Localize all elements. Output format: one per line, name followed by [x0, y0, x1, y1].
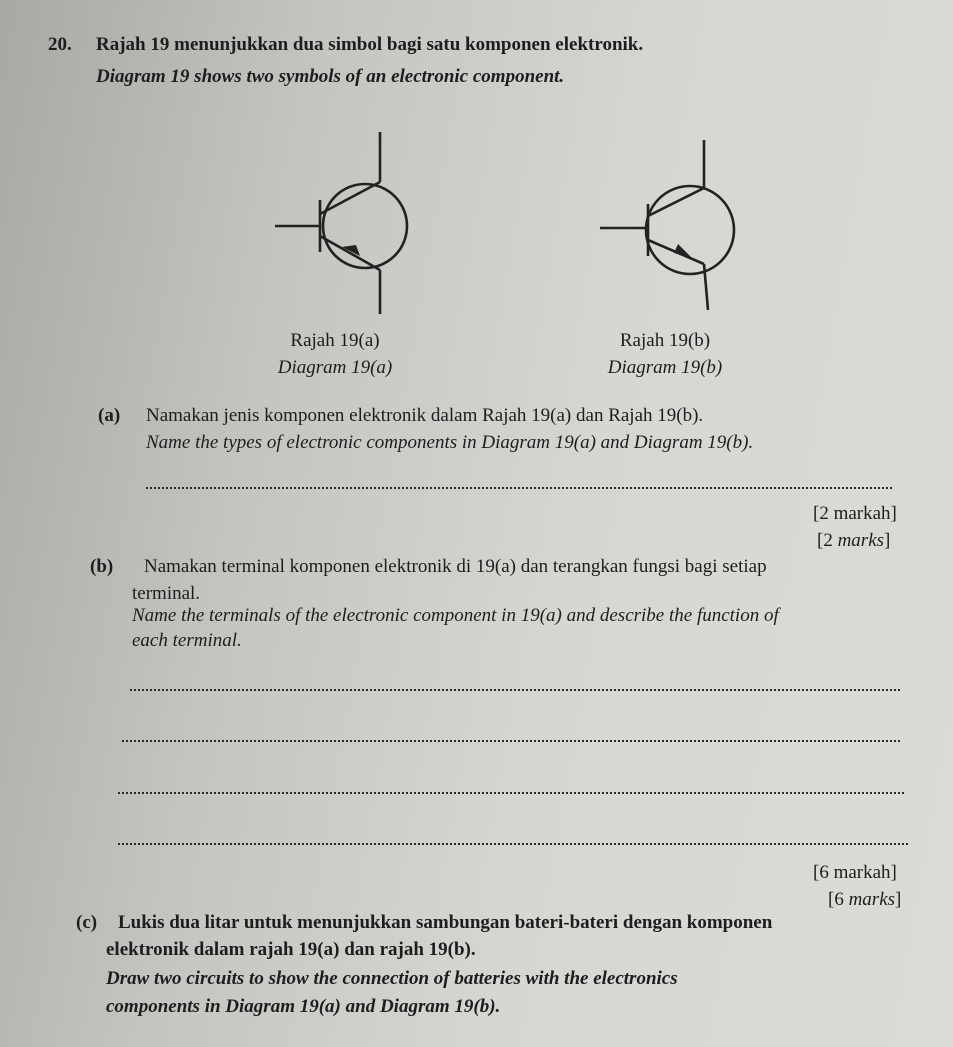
part-b-text-malay-line1: Namakan terminal komponen elektronik di 19(a) dan terangkan fungsi bagi setiap — [144, 556, 767, 577]
part-c-text-malay-line1: Lukis dua litar untuk menunjukkan sambungan bateri-bateri dengan komponen — [118, 912, 773, 933]
diagram-b-caption-malay: Rajah 19(b) — [619, 330, 711, 351]
part-c-text-english-line2: components in Diagram 19(a) and Diagram 19(b). — [106, 996, 501, 1017]
question-stem-english: Diagram 19 shows two symbols of an electronic component. — [96, 66, 565, 87]
answer-line-b3[interactable] — [118, 792, 904, 794]
part-b-text-malay-line2: terminal. — [132, 583, 201, 604]
part-a-marks-malay: [2 markah] — [813, 503, 897, 524]
question-number: 20. — [48, 34, 72, 55]
diagram-a-caption-malay: Rajah 19(a) — [290, 330, 380, 351]
transistor-symbol-a — [270, 118, 420, 318]
part-c-text-malay-line2: elektronik dalam rajah 19(a) dan rajah 19(b). — [106, 939, 476, 960]
part-b-text-english-line1: Name the terminals of the electronic component in 19(a) and describe the function of — [132, 605, 779, 626]
question-stem-malay: Rajah 19 menunjukkan dua simbol bagi satu komponen elektronik. — [96, 34, 644, 55]
answer-line-b1[interactable] — [130, 689, 900, 691]
diagram-b-caption-english: Diagram 19(b) — [607, 357, 723, 378]
part-c-text-english-line1: Draw two circuits to show the connection of batteries with the electronics — [106, 968, 678, 989]
part-a-text-english: Name the types of electronic components in Diagram 19(a) and Diagram 19(b). — [146, 432, 754, 453]
part-b-text-english-line2: each terminal. — [132, 630, 242, 651]
answer-line-b4[interactable] — [118, 843, 908, 845]
part-a-text-malay: Namakan jenis komponen elektronik dalam Rajah 19(a) dan Rajah 19(b). — [146, 405, 704, 426]
transistor-symbol-b — [600, 140, 750, 320]
part-a-label: (a) — [98, 405, 121, 426]
answer-line-a[interactable] — [146, 487, 892, 489]
part-b-label: (b) — [90, 556, 114, 577]
diagram-a-caption-english: Diagram 19(a) — [277, 357, 393, 378]
answer-line-b2[interactable] — [122, 740, 900, 742]
part-c-label: (c) — [76, 912, 98, 933]
part-b-marks-english: [6 marks] — [828, 889, 902, 910]
part-b-marks-malay: [6 markah] — [813, 862, 897, 883]
part-a-marks-english: [2 marks] — [817, 530, 891, 551]
